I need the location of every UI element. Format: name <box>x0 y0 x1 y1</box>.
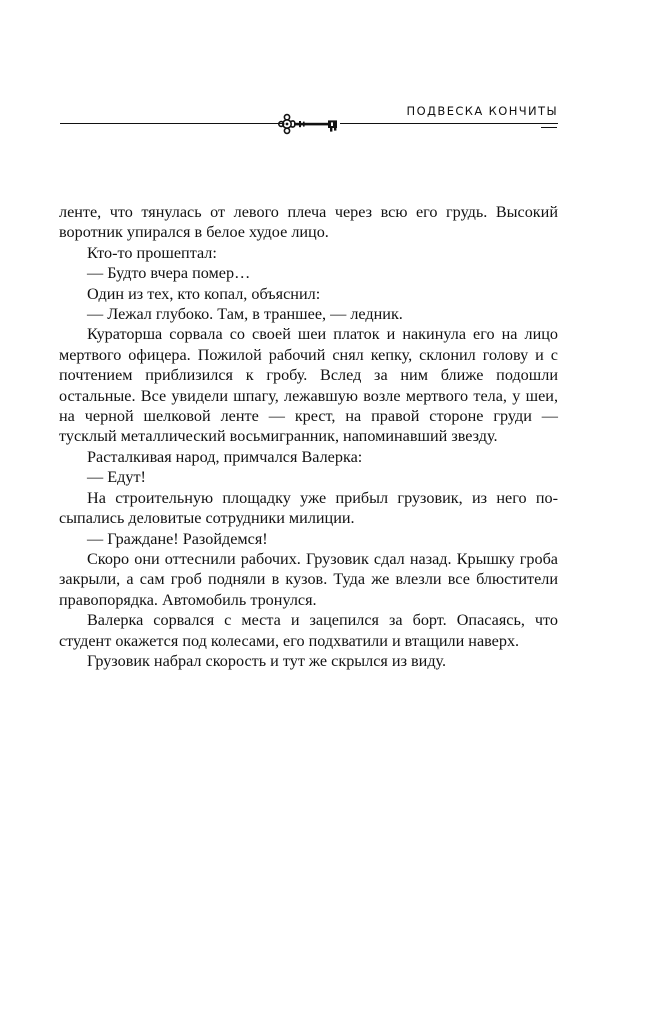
page-header <box>0 0 662 140</box>
paragraph-last: Грузовик набрал скорость и тут же скрылся из виду. <box>87 651 447 670</box>
running-title: ПОДВЕСКА КОНЧИТЫ <box>406 104 558 118</box>
body-text <box>59 202 558 671</box>
paragraph: Один из тех, кто копал, объяснил: <box>87 284 321 303</box>
header-rule-right <box>340 123 558 124</box>
paragraph: — Будто вчера помер… <box>87 264 251 283</box>
paragraph-continuation: ленте, что тянулась от левого плеча через всю его грудь. Высокий воротник упирался в белое худое лицо. <box>59 203 558 242</box>
header-rule-left <box>60 123 284 124</box>
paragraph: Расталкивая народ, примчался Валерка: <box>87 447 363 466</box>
paragraph: — Лежал глубоко. Там, в траншее, — ледник. <box>87 305 403 324</box>
paragraph: Скоро они оттеснили рабочих. Грузовик сдал назад. Крышку гроба закрыли, а сам гроб подняли в кузов. Туда же влезли все блюстители правопорядка. Автомобиль тронулся. <box>59 549 558 609</box>
paragraph: Валерка сорвался с места и зацепился за борт. Опасаясь, что студент окажется под колесами, его подхватили и втащили наверх. <box>59 611 558 650</box>
paragraph: — Граждане! Разойдемся! <box>87 529 268 548</box>
key-icon <box>278 112 342 136</box>
paragraph: — Едут! <box>87 468 146 487</box>
paragraph: Кураторша сорвала со своей шеи платок и накинула его на лицо мертвого офицера. Пожилой рабочий снял кепку, склонил голову и с почтением приблизился к гробу. Вслед за ним ближе подошли остальные. Все увидели шпагу, лежавшую возле мертвого тела, у шеи, на черной шелковой ленте — крест, на правой стороне груди — тусклый металлический восьмигранник, напоминавший звезду. <box>59 325 558 446</box>
header-rule-tick <box>541 127 557 128</box>
paragraph: На строительную площадку уже прибыл грузовик, из него посыпались деловитые сотрудники милиции. <box>59 488 558 528</box>
paragraph: Кто-то прошептал: <box>87 243 217 262</box>
